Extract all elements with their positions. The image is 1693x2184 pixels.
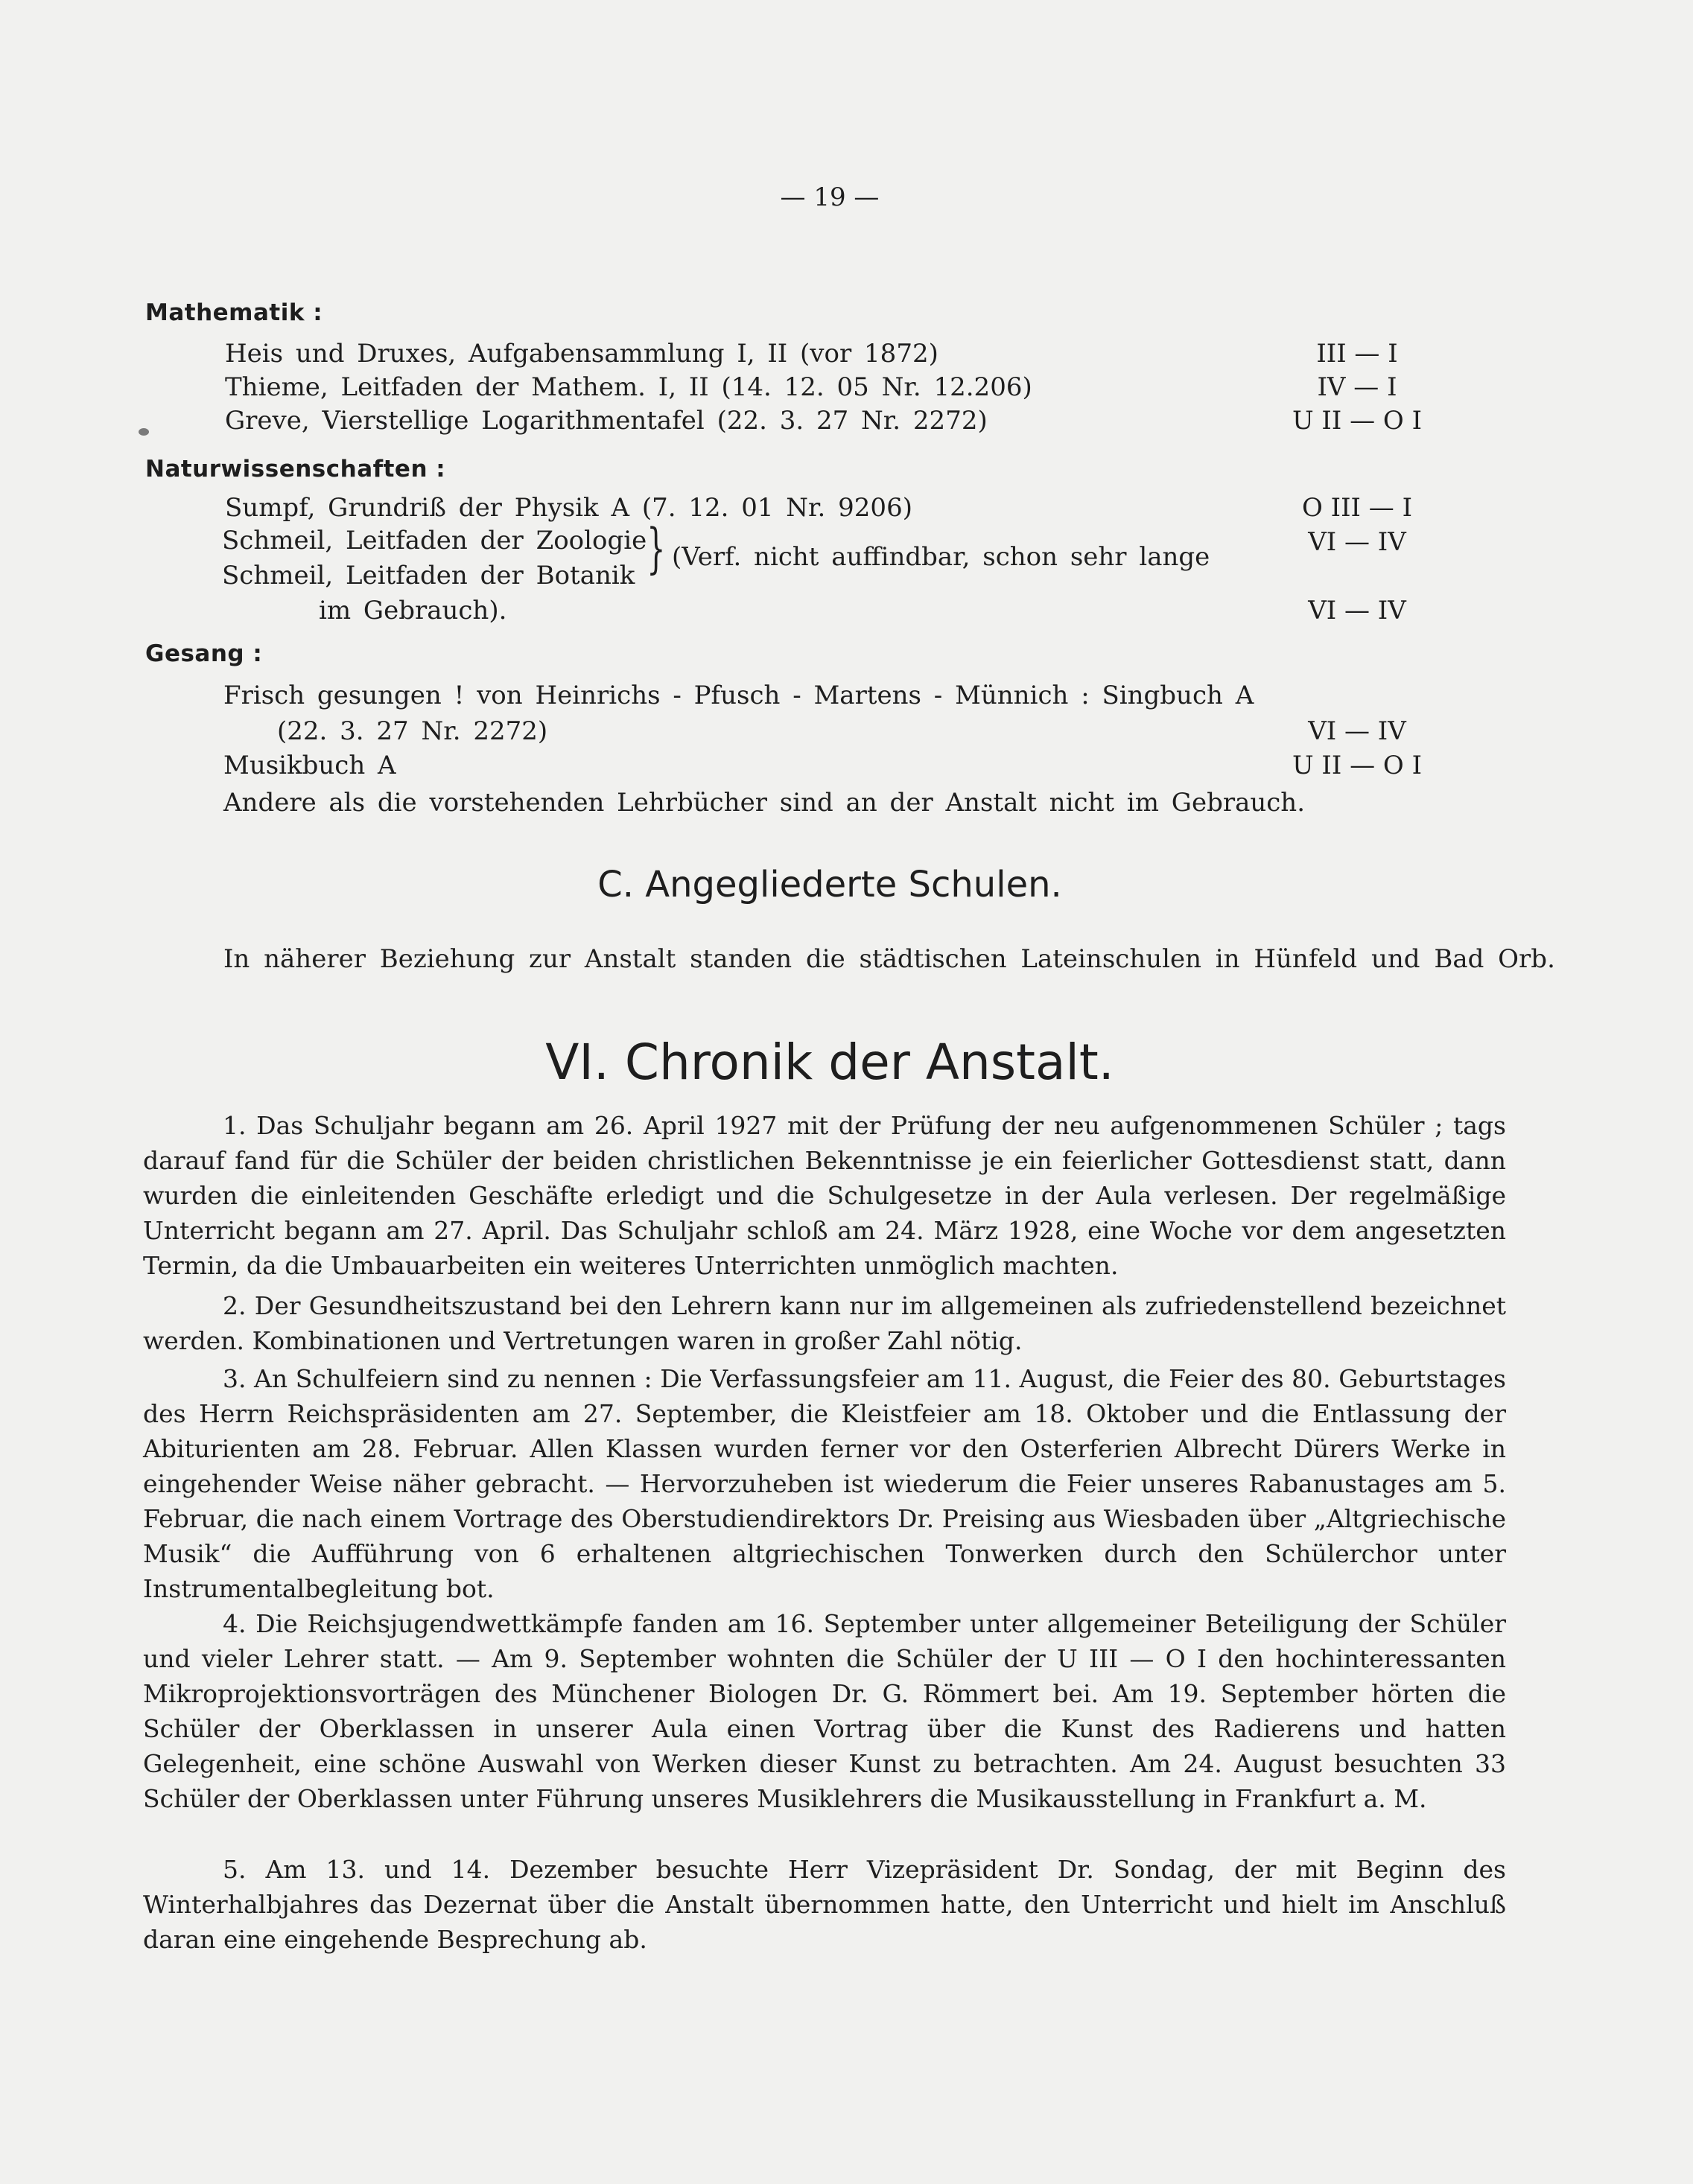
grade-range: O III — I xyxy=(1301,493,1413,523)
chronik-title: VI. Chronik der Anstalt. xyxy=(545,1034,1114,1091)
textbook-row: (22. 3. 27 Nr. 2272) xyxy=(277,716,548,746)
grade-range: VI — IV xyxy=(1308,527,1406,557)
grade-range: U II — O I xyxy=(1292,406,1423,436)
grade-range: U II — O I xyxy=(1292,751,1423,780)
chronik-paragraph-2: 2. Der Gesundheitszustand bei den Lehrern kann nur im allgemeinen als zufriedenstellend bezeichnet werden. Kombinationen und Vertretungen waren in großer Zahl nötig. xyxy=(143,1291,1506,1355)
closing-note: Andere als die vorstehenden Lehrbücher sind an der Anstalt nicht im Gebrauch. xyxy=(223,788,1305,818)
textbook-row: Heis und Druxes, Aufgabensammlung I, II (vor 1872) xyxy=(225,339,938,369)
section-c-title: C. Angegliederte Schulen. xyxy=(597,864,1062,905)
textbook-row: Schmeil, Leitfaden der Zoologie xyxy=(222,526,647,555)
textbook-row: Sumpf, Grundriß der Physik A (7. 12. 01 Nr. 9206) xyxy=(225,493,912,523)
heading-gesang: Gesang : xyxy=(145,640,263,667)
textbook-row: Thieme, Leitfaden der Mathem. I, II (14. 12. 05 Nr. 12.206) xyxy=(225,372,1032,402)
grade-range: VI — IV xyxy=(1308,716,1406,746)
grade-range: VI — IV xyxy=(1308,596,1406,625)
ink-spot xyxy=(139,428,149,436)
page-number: — 19 — xyxy=(780,182,880,212)
grade-range: IV — I xyxy=(1317,372,1397,402)
brace-symbol: } xyxy=(647,517,666,579)
grade-range: III — I xyxy=(1316,339,1398,369)
textbook-note: (Verf. nicht auffindbar, schon sehr lange xyxy=(672,542,1210,572)
heading-mathematik: Mathematik : xyxy=(145,299,323,326)
chronik-paragraph-4: 4. Die Reichsjugendwettkämpfe fanden am 16. September unter allgemeiner Beteiligung der Schüler und vieler Lehrer statt. — Am 9. September wohnten die Schüler der U III — O I den hochinteressanten Mikroprojektionsvorträgen des Münchener Biologen Dr. G. Römmert bei. Am 19. September hörten die Schüler der Oberklassen in unserer Aula einen Vortrag über die Kunst des Radierens und hatten Gelegenheit, eine schöne Auswahl von Werken dieser Kunst zu betrachten. Am 24. August besuchten 33 Schüler der Oberklassen unter Führung unseres Musiklehrers die Musikausstellung in Frankfurt a. M. xyxy=(143,1609,1506,1813)
textbook-row: Frisch gesungen ! von Heinrichs - Pfusch - Martens - Münnich : Singbuch A xyxy=(223,681,1254,710)
section-c-text: In näherer Beziehung zur Anstalt standen die städtischen Lateinschulen in Hünfeld und Bad Orb. xyxy=(223,944,1555,974)
chronik-paragraph-3: 3. An Schulfeiern sind zu nennen : Die Verfassungsfeier am 11. August, die Feier des 80. Geburtstages des Herrn Reichspräsidenten am 27. September, die Kleistfeier am 18. Oktober und die Entlassung der Abiturienten am 28. Februar. Allen Klassen wurden ferner vor den Osterferien Albrecht Dürers Werke in eingehender Weise näher gebracht. — Hervorzuheben ist wiederum die Feier unseres Rabanustages am 5. Februar, die nach einem Vortrage des Oberstudiendirektors Dr. Preising aus Wiesbaden über „Altgriechische Musik“ die Aufführung von 6 erhaltenen altgriechischen Tonwerken durch den Schülerchor unter Instrumentalbegleitung bot. xyxy=(143,1364,1506,1603)
textbook-row: Schmeil, Leitfaden der Botanik xyxy=(222,561,635,590)
textbook-note-continued: im Gebrauch). xyxy=(319,596,507,625)
textbook-row: Greve, Vierstellige Logarithmentafel (22. 3. 27 Nr. 2272) xyxy=(225,406,988,436)
textbook-row: Musikbuch A xyxy=(223,751,396,780)
heading-naturwissenschaften: Naturwissenschaften : xyxy=(145,456,446,483)
chronik-paragraph-5: 5. Am 13. und 14. Dezember besuchte Herr Vizepräsident Dr. Sondag, der mit Beginn des Winterhalbjahres das Dezernat über die Anstalt übernommen hatte, den Unterricht und hielt im Anschluß daran eine eingehende Besprechung ab. xyxy=(143,1855,1506,1954)
chronik-paragraph-1: 1. Das Schuljahr begann am 26. April 1927 mit der Prüfung der neu aufgenommenen Schüler ; tags darauf fand für die Schüler der beiden christlichen Bekenntnisse je ein feierlicher Gottesdienst statt, dann wurden die einleitenden Geschäfte erledigt und die Schulgesetze in der Aula verlesen. Der regelmäßige Unterricht begann am 27. April. Das Schuljahr schloß am 24. März 1928, eine Woche vor dem angesetzten Termin, da die Umbauarbeiten ein weiteres Unterrichten unmöglich machten. xyxy=(143,1111,1506,1280)
